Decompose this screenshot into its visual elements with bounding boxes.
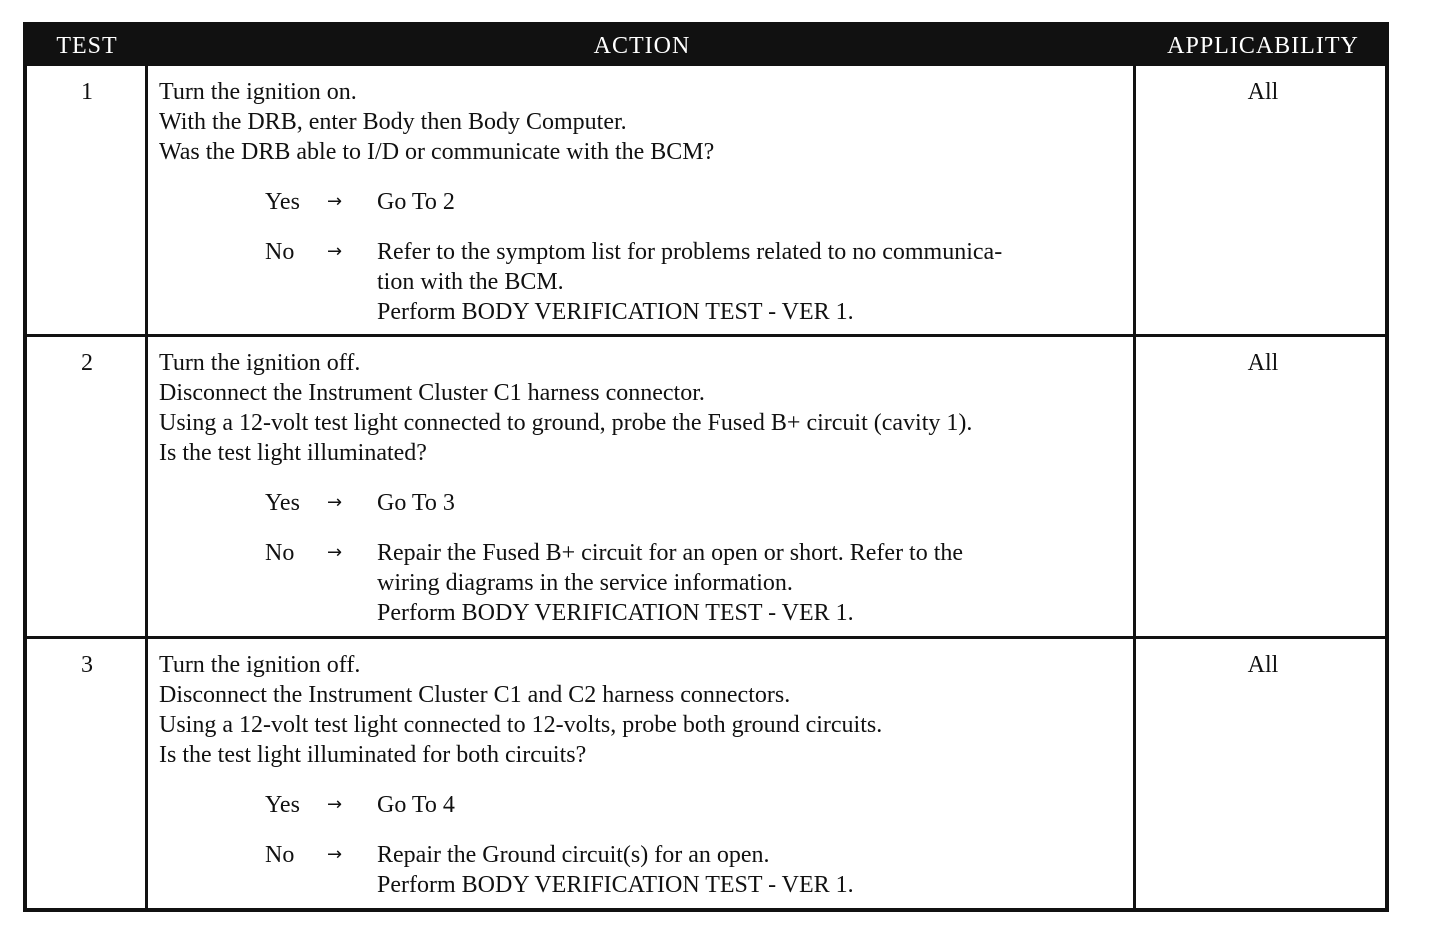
applicability-value: All xyxy=(1247,350,1279,376)
no-result-line: Refer to the symptom list for problems related to no communica- xyxy=(377,239,1003,265)
arrow-icon: → xyxy=(327,492,343,513)
header-test: TEST xyxy=(56,33,118,59)
arrow-icon: → xyxy=(327,542,343,563)
yes-result: Go To 2 xyxy=(377,189,455,215)
arrow-icon: → xyxy=(327,844,343,865)
action-step: Disconnect the Instrument Cluster C1 and C2 harness connectors. xyxy=(159,682,791,708)
no-result-line: Perform BODY VERIFICATION TEST - VER 1. xyxy=(377,872,854,898)
no-label: No xyxy=(265,540,295,566)
column-divider-test xyxy=(145,66,148,908)
action-cell xyxy=(159,650,1134,900)
action-step: Was the DRB able to I/D or communicate with the BCM? xyxy=(159,139,715,165)
row-divider xyxy=(27,636,1385,639)
action-step: With the DRB, enter Body then Body Computer. xyxy=(159,109,627,135)
action-cell xyxy=(159,348,1134,628)
action-step: Is the test light illuminated for both circuits? xyxy=(159,742,587,768)
action-step: Using a 12-volt test light connected to ground, probe the Fused B+ circuit (cavity 1). xyxy=(159,410,973,436)
yes-branch xyxy=(265,488,1134,518)
no-result-line: tion with the BCM. xyxy=(377,269,564,295)
test-number: 1 xyxy=(81,79,93,105)
no-branch xyxy=(265,237,1134,327)
yes-result: Go To 4 xyxy=(377,792,455,818)
arrow-icon: → xyxy=(327,794,343,815)
yes-branch xyxy=(265,187,1134,217)
no-label: No xyxy=(265,842,295,868)
header-action: ACTION xyxy=(593,33,691,59)
action-step: Turn the ignition off. xyxy=(159,652,361,678)
no-result-line: Repair the Ground circuit(s) for an open. xyxy=(377,842,770,868)
row-divider xyxy=(27,334,1385,337)
action-step: Turn the ignition on. xyxy=(159,79,357,105)
diagnostic-test-table xyxy=(23,22,1389,912)
test-number: 2 xyxy=(81,350,93,376)
action-cell xyxy=(159,77,1134,327)
no-result-line: Perform BODY VERIFICATION TEST - VER 1. xyxy=(377,299,854,325)
no-branch xyxy=(265,840,1134,900)
no-label: No xyxy=(265,239,295,265)
action-step: Using a 12-volt test light connected to 12-volts, probe both ground circuits. xyxy=(159,712,883,738)
test-number: 3 xyxy=(81,652,93,678)
action-step: Is the test light illuminated? xyxy=(159,440,427,466)
yes-label: Yes xyxy=(265,189,300,215)
yes-branch xyxy=(265,790,1134,820)
yes-label: Yes xyxy=(265,490,300,516)
yes-result: Go To 3 xyxy=(377,490,455,516)
header-applicability: APPLICABILITY xyxy=(1167,33,1359,59)
no-branch xyxy=(265,538,1134,628)
no-result-line: Perform BODY VERIFICATION TEST - VER 1. xyxy=(377,600,854,626)
action-step: Turn the ignition off. xyxy=(159,350,361,376)
applicability-value: All xyxy=(1247,79,1279,105)
yes-label: Yes xyxy=(265,792,300,818)
action-step: Disconnect the Instrument Cluster C1 harness connector. xyxy=(159,380,705,406)
arrow-icon: → xyxy=(327,241,343,262)
arrow-icon: → xyxy=(327,191,343,212)
no-result-line: wiring diagrams in the service information. xyxy=(377,570,793,596)
no-result-line: Repair the Fused B+ circuit for an open or short. Refer to the xyxy=(377,540,964,566)
applicability-value: All xyxy=(1247,652,1279,678)
table-header xyxy=(27,26,1385,66)
